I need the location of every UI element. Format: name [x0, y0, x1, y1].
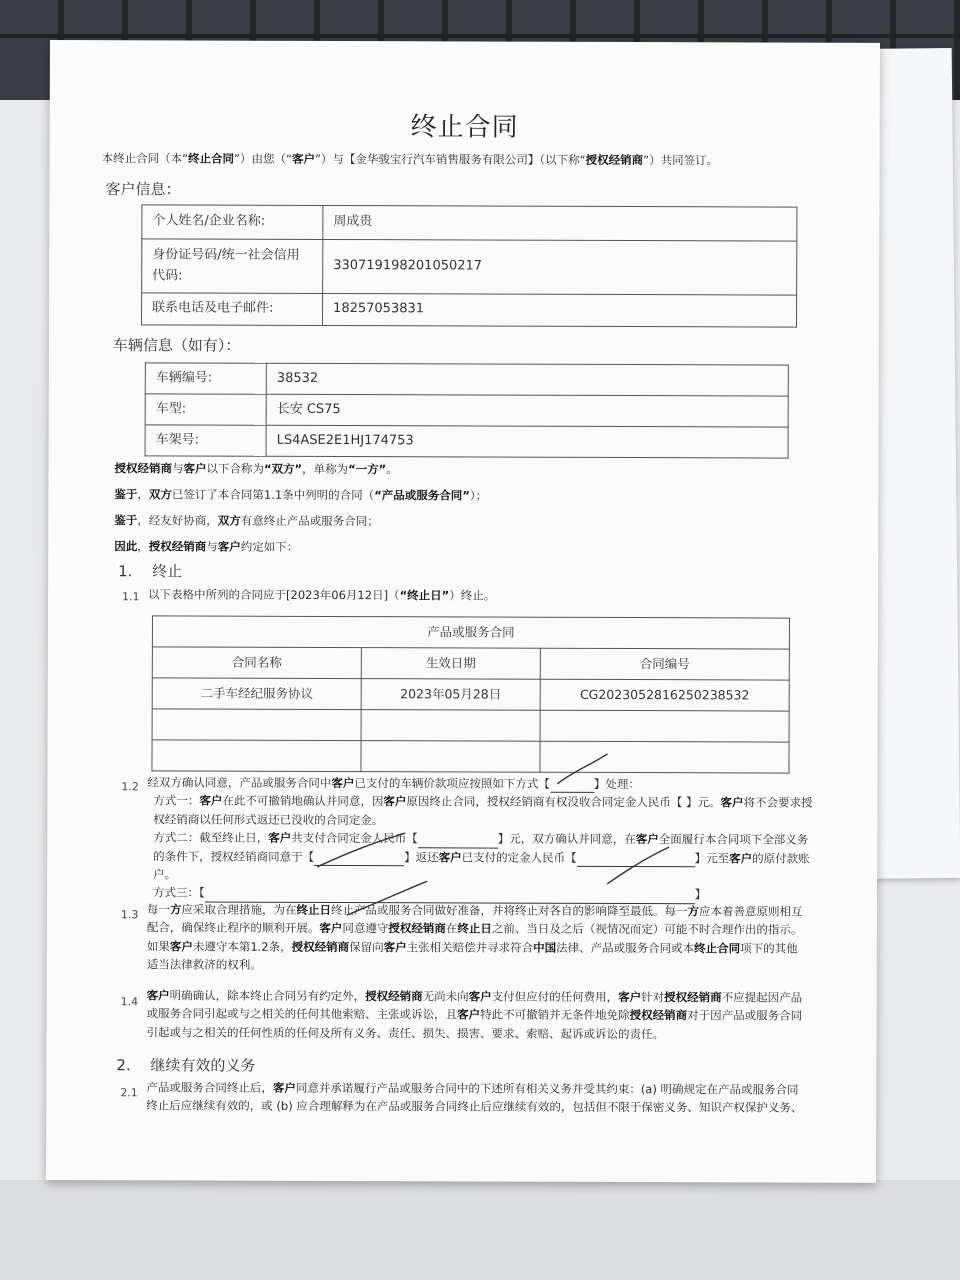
text-bold: 授权经销商: [148, 539, 207, 554]
intro-bold: 客户: [291, 151, 316, 166]
text-bold: 客户: [438, 849, 462, 865]
desk-surface: [0, 1180, 960, 1280]
text: ，经友好协商，: [137, 513, 218, 528]
contract-table-header: 合同编号: [540, 648, 789, 680]
text: ，单称为: [302, 461, 349, 477]
contract-page: [46, 40, 880, 1183]
text: 】处理：: [593, 776, 640, 792]
text: 项下的其他: [740, 941, 798, 956]
text-bold: 客户: [169, 939, 193, 954]
contract-date-cell: 2023年05月28日: [361, 679, 540, 711]
customer-contact-value: 18257053831: [323, 293, 797, 327]
text: ，: [137, 487, 149, 502]
contract-number-cell: CG2023052816250238532: [540, 679, 789, 711]
clause-1-4-number: 1.4: [120, 995, 139, 1009]
text-bold: “双方”: [263, 461, 303, 476]
text: 未遵守本第1.2条，: [192, 939, 292, 954]
clause-1-1-number: 1.1: [122, 590, 140, 604]
text-bold: 客户: [199, 793, 223, 808]
text: 以下合称为: [206, 461, 265, 476]
vehicle-model-value: 长安 CS75: [266, 394, 788, 427]
text: 每一: [146, 902, 170, 917]
text-bold: 中国: [533, 940, 557, 955]
customer-name-label: 个人姓名/企业名称:: [142, 205, 323, 240]
text: 法律、产品或服务合同或本: [556, 940, 695, 956]
customer-name-value: 周成贵: [323, 205, 797, 241]
document-title: 终止合同: [410, 112, 519, 143]
text: 的条件下，授权经销商同意于【: [153, 848, 315, 864]
intro-text: ”）共同签订。: [643, 153, 719, 168]
section-1-number: 1.: [118, 562, 133, 581]
customer-id-label: 身份证号码/统一社会信用代码:: [142, 239, 323, 294]
intro-text: ”）与【金华骏宝行汽车销售服务有限公司】（以下称“: [314, 151, 586, 167]
vehicle-vin-value: LS4ASE2E1HJ174753: [266, 425, 788, 458]
text-bold: 客户: [720, 795, 744, 810]
text: 方式一：: [153, 793, 200, 808]
vehicle-info-heading: 车辆信息（如有）：: [112, 336, 241, 355]
text: 针对: [641, 990, 665, 1005]
contract-table-caption: 产品或服务合同: [152, 616, 789, 649]
vehicle-model-label: 车型:: [145, 394, 266, 425]
text-bold: 客户: [635, 832, 659, 847]
text-bold: 因此: [114, 539, 138, 554]
text-bold: 客户: [729, 850, 753, 866]
contract-name-cell: 二手车经纪服务协议: [152, 678, 361, 710]
text: 产品或服务合同终止后，: [146, 1080, 273, 1095]
text: 将不会要求授: [743, 795, 813, 811]
text: 应采取合理措施，为在: [181, 902, 297, 917]
contract-table-header: 合同名称: [152, 647, 361, 679]
vehicle-vin-label: 车架号:: [145, 425, 266, 456]
section-2-number: 2.: [116, 1056, 131, 1075]
pen-stroke: [607, 847, 669, 884]
text: 应本着善意原则相互: [698, 904, 803, 919]
text-bold: 客户: [217, 539, 241, 554]
text: ）终止。: [449, 588, 496, 603]
intro-text: ”）由您（“: [234, 151, 293, 166]
text: 终止产品或服务合同做好准备，并将终止对各自的影响降至最低。每一: [330, 902, 688, 919]
text-bold: 授权经销商: [365, 989, 423, 1004]
pen-stroke: [347, 881, 427, 915]
text: 如果: [146, 939, 170, 954]
text-bold: 授权经销商: [114, 461, 173, 476]
text-bold: 客户: [272, 1080, 296, 1095]
clause-1-2-number: 1.2: [121, 780, 139, 794]
pen-stroke: [317, 833, 405, 867]
text: 约定如下：: [240, 539, 299, 554]
text-bold: 客户: [468, 989, 492, 1004]
text: ）；: [469, 488, 488, 503]
pen-strokes: [46, 40, 880, 1183]
text: 之前、当日及之后（视情况而定）可能不时合理作出的指示。: [491, 921, 803, 938]
intro-bold: 授权经销商: [585, 152, 644, 168]
text-bold: 客户: [383, 794, 407, 809]
clause-line: 适当法律救济的权利。: [146, 957, 262, 972]
text: 配合，确保终止程序的顺利开展。: [146, 920, 320, 936]
contract-table-header: 生效日期: [361, 648, 540, 680]
text-bold: 客户: [319, 921, 343, 936]
text: 支付但应付的任何费用，: [491, 989, 619, 1004]
text: 】元，双方确认并同意，在: [497, 831, 636, 847]
text: 在此不可撤销地确认并同意，因: [222, 793, 384, 809]
text: 特此不可撤销并无条件地免除: [480, 1007, 630, 1023]
text: 有意终止产品或服务合同；: [240, 513, 379, 529]
text: 方式三：【: [152, 885, 205, 900]
customer-info-heading: 客户信息：: [105, 180, 181, 199]
text: 】返还: [404, 849, 439, 864]
text: 同意遵守: [342, 921, 389, 936]
text-bold: 鉴于: [114, 487, 138, 502]
text: 共支付合同定金人民币【: [291, 831, 418, 846]
text-bold: 方: [687, 904, 699, 919]
text-bold: “终止日”: [399, 588, 450, 603]
text: 已支付的车辆价款项应按照如下方式【: [354, 776, 550, 791]
text-bold: “一方”: [348, 462, 387, 477]
text-bold: 方: [169, 902, 182, 917]
intro-bold: 终止合同: [188, 151, 235, 166]
intro-text: 本终止合同（本“: [101, 151, 189, 166]
text: 不应提起因产品: [721, 990, 803, 1005]
clause-2-1-number: 2.1: [120, 1086, 138, 1100]
text-bold: 终止日: [296, 902, 331, 917]
text: 已签订了本合同第1.1条中列明的合同（: [171, 487, 375, 503]
text-bold: 客户: [183, 461, 207, 476]
text: 】: [694, 887, 707, 902]
text-bold: 授权经销商: [664, 990, 722, 1005]
text-bold: 鉴于: [114, 513, 138, 528]
text: 主张相关赔偿并寻求符合: [406, 940, 534, 955]
text-bold: 客户: [268, 830, 292, 846]
text: 原因终止合同，授权经销商有权没收合同定金人民币【 】元。: [406, 794, 721, 810]
text-bold: 授权经销商: [388, 921, 446, 936]
text-bold: 授权经销商: [629, 1008, 688, 1023]
text: 同意并承诺履行产品或服务合同中的下述所有相关义务并受其约束：(a) 明确规定在产品或服务合同: [295, 1080, 799, 1097]
clause-1-3-number: 1.3: [120, 908, 139, 922]
section-2-title: 继续有效的义务: [150, 1056, 256, 1075]
text-bold: 客户: [618, 989, 642, 1005]
text: 无尚未向: [422, 989, 469, 1004]
text: 已支付的定金人民币【: [461, 850, 577, 865]
section-1-title: 终止: [152, 562, 183, 581]
text: ，: [137, 539, 149, 554]
text: 方式二：截至终止日，: [153, 830, 269, 845]
clause-line: 权经销商以任何形式返还已没收的合同定金。: [153, 812, 384, 827]
text: 与: [171, 461, 184, 476]
text: 在: [445, 921, 458, 936]
text: 对于因产品或服务合同: [687, 1008, 803, 1024]
text-bold: 授权经销商: [291, 939, 350, 954]
text-bold: 双方: [148, 487, 172, 502]
text: 】元至: [694, 850, 730, 865]
text-bold: 双方: [217, 513, 241, 528]
clause-line: 引起或与之相关的任何性质的任何及所有义务、责任、损失、损害、要求、索赔、起诉或诉讼的责任。: [146, 1025, 665, 1041]
vehicle-number-value: 38532: [266, 363, 788, 396]
text-bold: 客户: [383, 939, 407, 955]
customer-contact-label: 联系电话及电子邮件:: [142, 293, 323, 326]
vehicle-number-label: 车辆编号:: [145, 363, 266, 394]
text: 。: [386, 462, 398, 477]
clause-line: 终止后应继续有效的，或 (b) 应合理解释为在产品或服务合同终止后应继续有效的，包括但不限于保密义务、知识产权保护义务、: [146, 1098, 803, 1116]
text-bold: 客户: [331, 775, 355, 791]
text: 保留向: [349, 939, 384, 954]
customer-id-value: 330719198201050217: [323, 239, 797, 295]
text-bold: “产品或服务合同”: [374, 488, 470, 503]
text: 经双方确认同意，产品或服务合同中: [147, 775, 332, 790]
text: 以下表格中所列的合同应于[2023年06月12日]（: [148, 587, 400, 603]
text: 明确确认，除本终止合同另有约定外，: [169, 988, 366, 1004]
text-bold: 终止合同: [694, 941, 741, 956]
clause-line: 户。: [153, 867, 177, 882]
text: 全面履行本合同项下全部义务: [658, 832, 809, 847]
pen-stroke: [557, 754, 607, 784]
text: 或服务合同引起或与之相关的任何其他索赔、主张或诉讼，且: [146, 1006, 458, 1022]
text-bold: 终止日: [457, 921, 492, 936]
text: 的原付款账: [752, 851, 810, 866]
text-bold: 客户: [146, 988, 170, 1003]
text-bold: 客户: [457, 1007, 481, 1022]
text: 与: [206, 539, 218, 554]
